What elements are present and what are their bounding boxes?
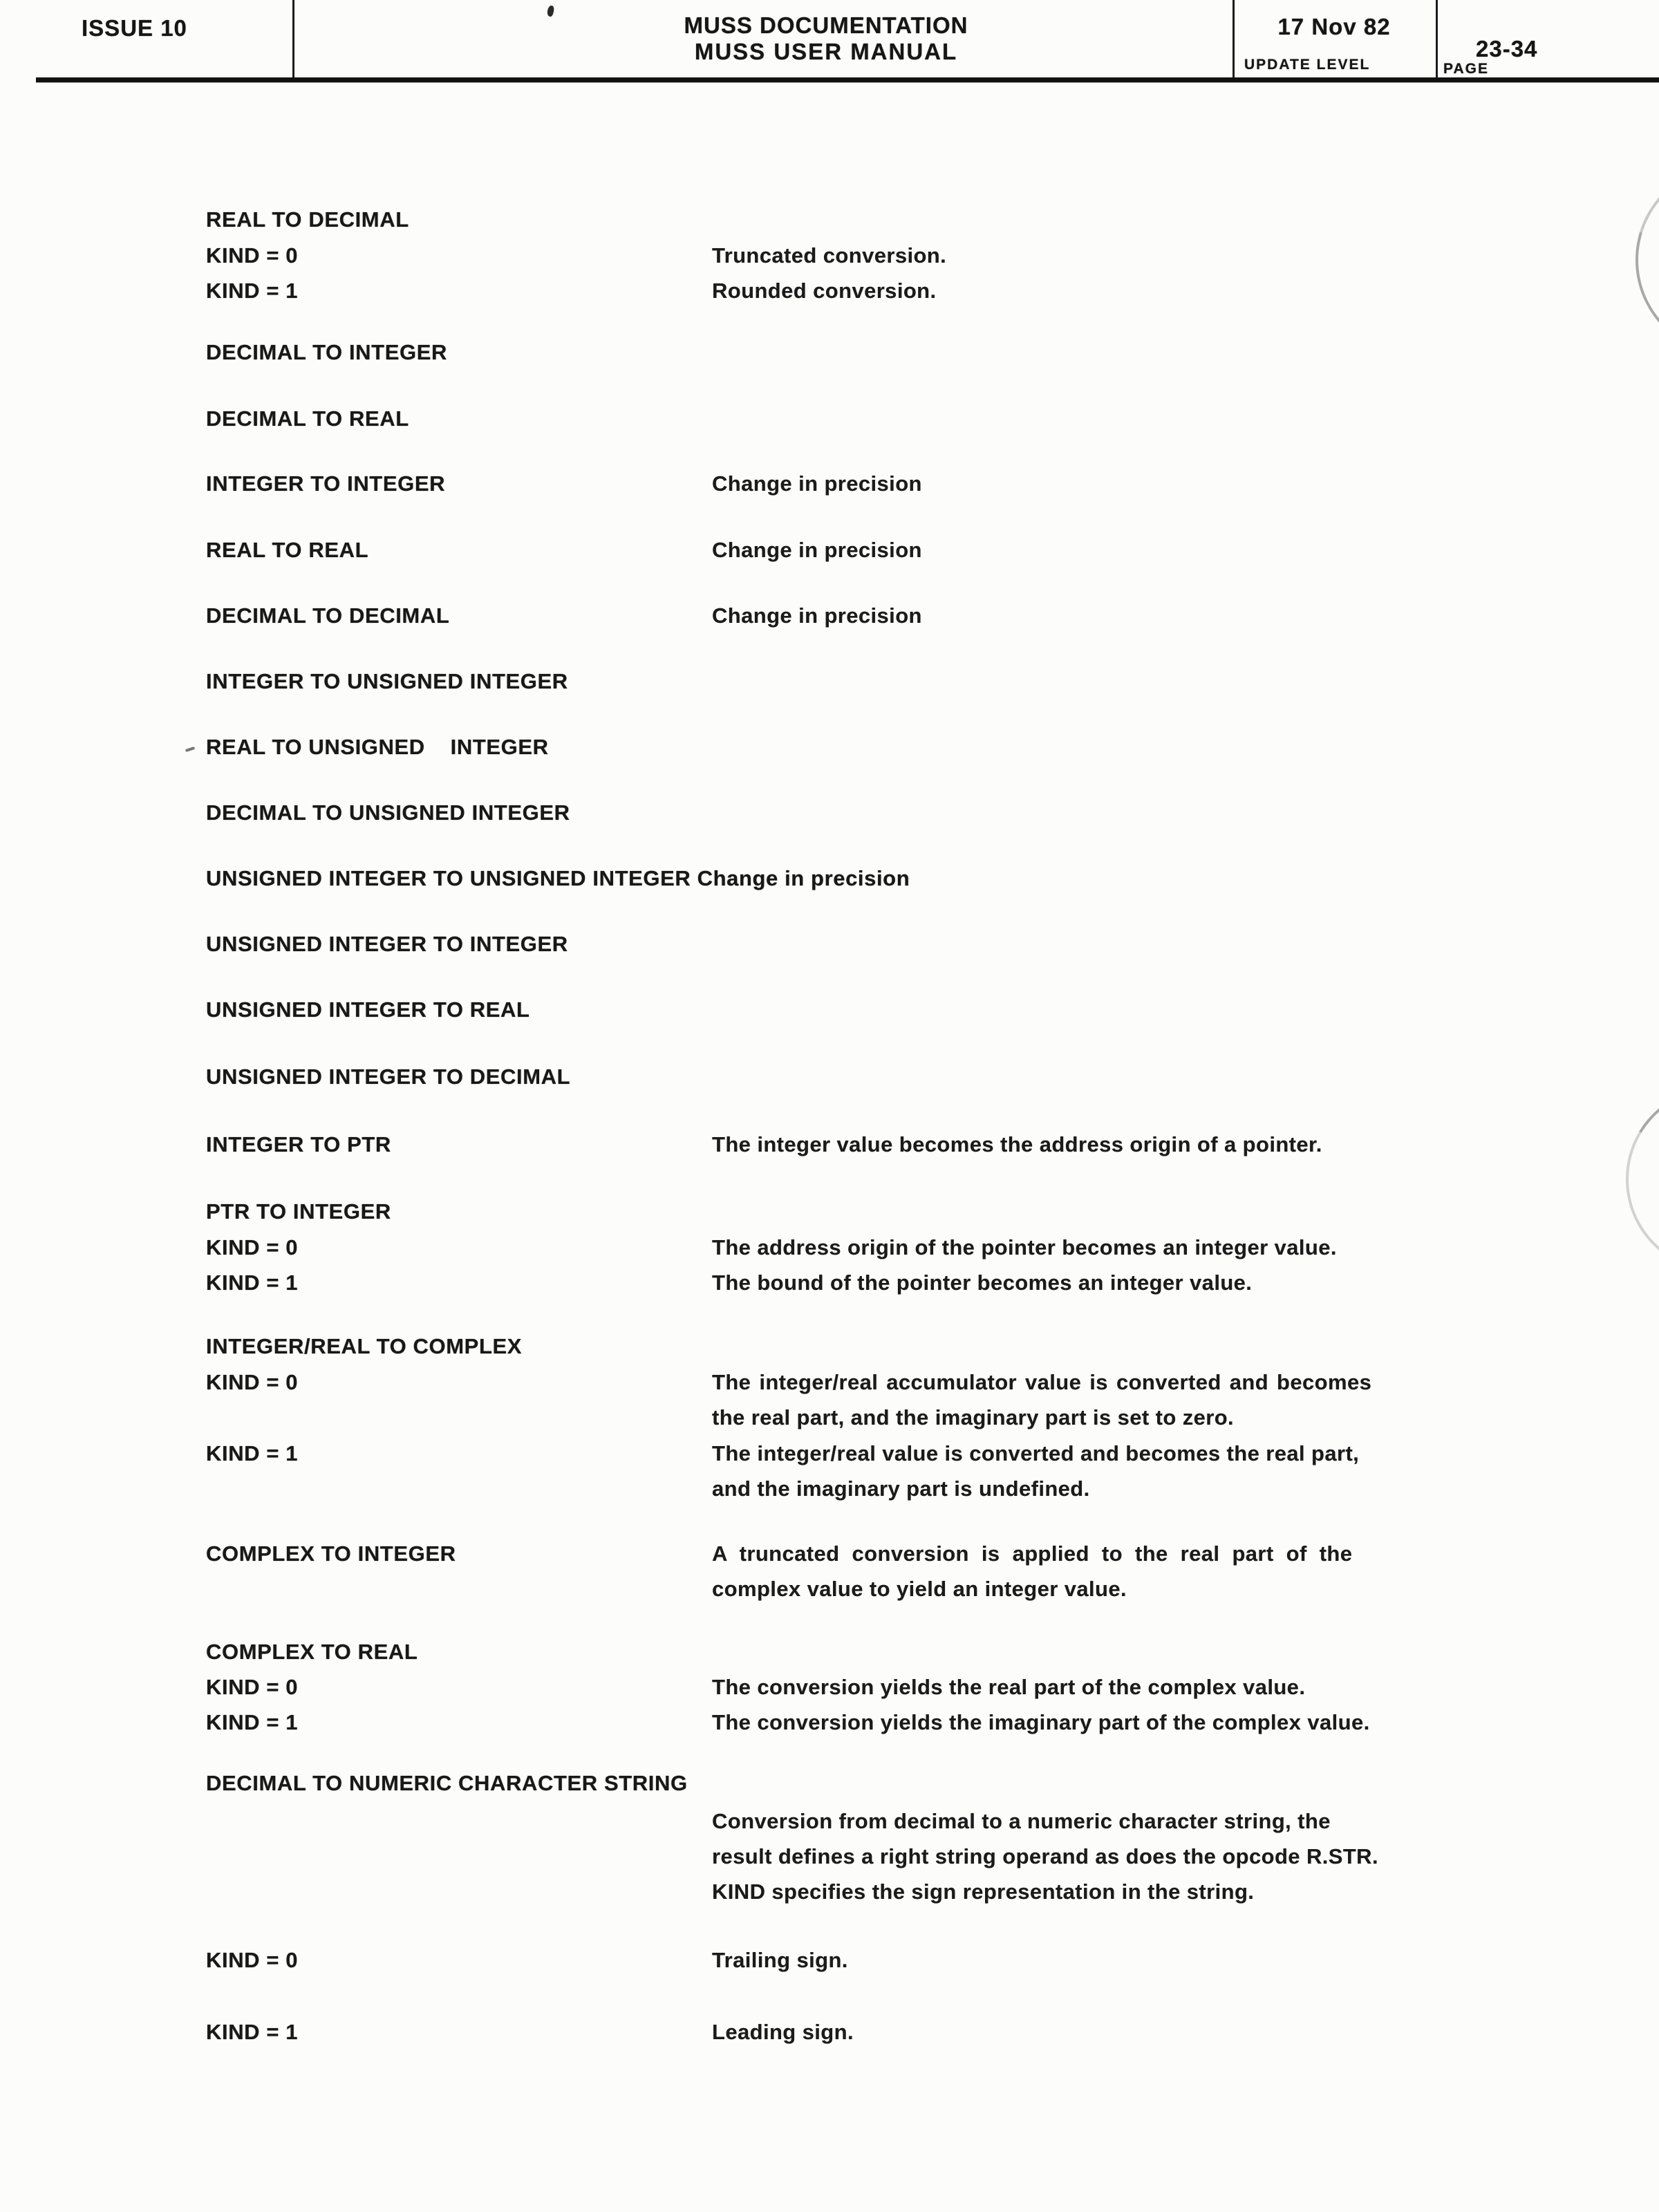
kind-label: KIND = 1 <box>206 279 299 303</box>
conversion-desc: result defines a right string operand as does the opcode R.STR. <box>712 1844 1378 1868</box>
table-row <box>0 1809 1659 1839</box>
table-row <box>0 340 1659 371</box>
table-row <box>0 1441 1659 1472</box>
conversion-desc: and the imaginary part is undefined. <box>712 1477 1090 1501</box>
table-row <box>0 669 1659 700</box>
table-row <box>0 538 1659 568</box>
kind-label: KIND = 1 <box>206 2020 299 2044</box>
conversion-label: COMPLEX TO INTEGER <box>206 1541 456 1566</box>
table-row <box>0 1640 1659 1670</box>
header-divider-left <box>292 0 294 77</box>
table-row <box>0 2020 1659 2050</box>
table-row <box>0 279 1659 309</box>
table-row <box>0 866 1659 897</box>
conversion-desc: Trailing sign. <box>712 1948 848 1972</box>
table-row <box>0 406 1659 437</box>
conversion-label: UNSIGNED INTEGER TO UNSIGNED INTEGER Change in precision <box>206 866 910 890</box>
conversion-desc: The integer value becomes the address origin of a pointer. <box>712 1132 1322 1156</box>
table-row <box>0 471 1659 502</box>
conversion-desc: The integer/real accumulator value is converted and becomes <box>712 1370 1372 1394</box>
conversion-label: UNSIGNED INTEGER TO REAL <box>206 997 530 1022</box>
conversion-label: PTR TO INTEGER <box>206 1199 391 1224</box>
kind-label: KIND = 1 <box>206 1441 299 1465</box>
conversion-label: INTEGER TO UNSIGNED INTEGER <box>206 669 568 693</box>
conversion-desc: The bound of the pointer becomes an integer value. <box>712 1271 1253 1295</box>
table-row <box>0 1132 1659 1163</box>
table-row <box>0 1948 1659 1978</box>
table-row <box>0 1235 1659 1266</box>
scan-speck-icon <box>546 5 555 17</box>
conversion-desc: Rounded conversion. <box>712 279 937 303</box>
table-row <box>0 1771 1659 1801</box>
table-row <box>0 1065 1659 1095</box>
kind-label: KIND = 0 <box>206 1948 299 1972</box>
kind-label: KIND = 1 <box>206 1710 299 1734</box>
conversion-desc: KIND specifies the sign representation in the string. <box>712 1880 1255 1904</box>
conversion-label: DECIMAL TO NUMERIC CHARACTER STRING <box>206 1771 688 1795</box>
table-row <box>0 800 1659 831</box>
conversion-label: REAL TO UNSIGNED INTEGER <box>206 735 549 759</box>
conversion-label: UNSIGNED INTEGER TO DECIMAL <box>206 1065 571 1089</box>
doc-title-line1: MUSS DOCUMENTATION <box>684 12 968 38</box>
table-row <box>0 1880 1659 1910</box>
conversion-desc: Change in precision <box>712 471 922 496</box>
conversion-label: INTEGER TO PTR <box>206 1132 391 1156</box>
update-date: 17 Nov 82 <box>1277 14 1391 39</box>
conversion-label: COMPLEX TO REAL <box>206 1640 418 1664</box>
header-rule <box>36 77 1659 82</box>
table-row <box>0 1271 1659 1301</box>
issue-label: ISSUE 10 <box>82 15 187 41</box>
conversion-label: INTEGER/REAL TO COMPLEX <box>206 1334 523 1358</box>
conversion-desc: Truncated conversion. <box>712 243 947 268</box>
table-row <box>0 243 1659 274</box>
kind-label: KIND = 0 <box>206 1235 299 1259</box>
conversion-label: REAL TO DECIMAL <box>206 207 409 232</box>
table-row <box>0 1334 1659 1365</box>
conversion-desc: Leading sign. <box>712 2020 854 2044</box>
table-row <box>0 1541 1659 1572</box>
conversion-label: INTEGER TO INTEGER <box>206 471 446 496</box>
table-row <box>0 997 1659 1028</box>
kind-label: KIND = 0 <box>206 1370 299 1394</box>
conversion-desc: the real part, and the imaginary part is set to zero. <box>712 1405 1235 1430</box>
page-number: 23-34 <box>1476 36 1538 62</box>
conversion-label: DECIMAL TO DECIMAL <box>206 603 450 628</box>
conversion-desc: The conversion yields the real part of the complex value. <box>712 1675 1306 1699</box>
header-divider-page <box>1436 0 1438 77</box>
table-row <box>0 735 1659 765</box>
kind-label: KIND = 0 <box>206 1675 299 1699</box>
conversion-label: DECIMAL TO INTEGER <box>206 340 447 364</box>
table-row <box>0 1844 1659 1875</box>
table-row <box>0 1577 1659 1607</box>
table-row <box>0 1477 1659 1507</box>
table-row <box>0 1405 1659 1436</box>
conversion-desc: complex value to yield an integer value. <box>712 1577 1127 1601</box>
conversion-label: UNSIGNED INTEGER TO INTEGER <box>206 932 568 956</box>
conversion-desc: The conversion yields the imaginary part of the complex value. <box>712 1710 1370 1734</box>
table-row <box>0 603 1659 634</box>
page-caption: PAGE <box>1443 61 1489 77</box>
update-level-caption: UPDATE LEVEL <box>1244 57 1371 73</box>
conversion-desc: Conversion from decimal to a numeric character string, the <box>712 1809 1331 1833</box>
table-row <box>0 1710 1659 1741</box>
doc-title-line2: MUSS USER MANUAL <box>694 39 958 64</box>
table-row <box>0 207 1659 238</box>
kind-label: KIND = 1 <box>206 1271 299 1295</box>
kind-label: KIND = 0 <box>206 243 299 268</box>
table-row <box>0 1370 1659 1400</box>
conversion-desc: The integer/real value is converted and becomes the real part, <box>712 1441 1360 1465</box>
table-row <box>0 1675 1659 1705</box>
conversion-desc: Change in precision <box>712 603 922 628</box>
conversion-label: DECIMAL TO REAL <box>206 406 409 431</box>
table-row <box>0 932 1659 962</box>
conversion-desc: Change in precision <box>712 538 922 562</box>
conversion-label: REAL TO REAL <box>206 538 369 562</box>
conversion-desc: A truncated conversion is applied to the real part of the <box>712 1541 1353 1566</box>
conversion-desc: The address origin of the pointer becomes an integer value. <box>712 1235 1337 1259</box>
conversion-label: DECIMAL TO UNSIGNED INTEGER <box>206 800 570 825</box>
table-row <box>0 1199 1659 1230</box>
